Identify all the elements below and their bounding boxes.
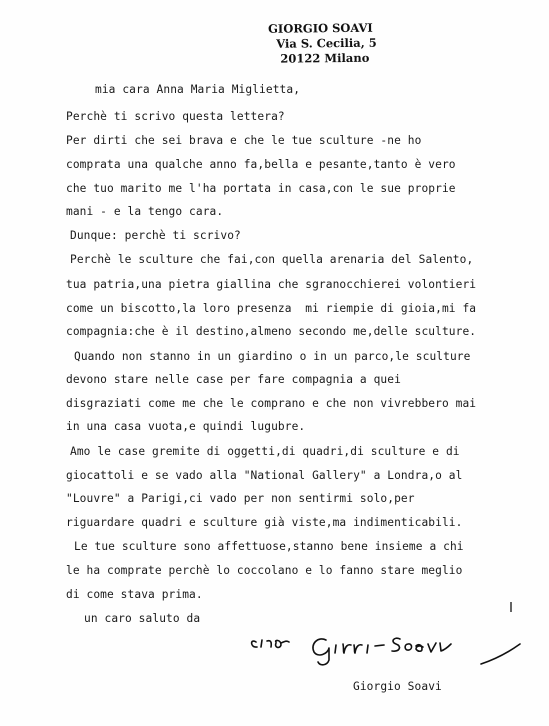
letterhead-name: GIORGIO SOAVI	[267, 20, 373, 36]
letter-line: Amo le case gremite di oggetti,di quadri,di sculture e di	[70, 445, 460, 458]
letter-line: Quando non stanno in un giardino o in un parco,le sculture	[74, 350, 471, 363]
letterhead-city: 20122 Milano	[280, 50, 370, 66]
letter-line: comprata una qualche anno fa,bella e pesante,tanto è vero	[66, 158, 456, 171]
letter-line: giocattoli e se vado alla "National Gallery" a Londra,o al	[66, 469, 463, 482]
letter-line: Perchè le sculture che fai,con quella arenaria del Salento,	[70, 253, 474, 266]
letter-line: di come stava prima.	[66, 588, 203, 601]
letterhead-address: Via S. Cecilia, 5	[276, 35, 377, 51]
signed-name: Giorgio Soavi	[353, 680, 442, 693]
letter-line: riguardare quadri e sculture già viste,ma indimenticabili.	[66, 516, 463, 529]
letter-line: compagnia:che è il destino,almeno secondo me,delle sculture.	[66, 325, 477, 338]
letter-line: disgraziati come me che le comprano e che non vivrebbero mai	[66, 397, 477, 410]
letter-line: le ha comprate perchè lo coccolano e lo fanno stare meglio	[66, 564, 463, 577]
letterhead	[250, 21, 380, 67]
letter-line: devono stare nelle case per fare compagnia a quei	[66, 373, 401, 386]
letter-line: mani - e la tengo cara.	[66, 205, 224, 218]
letter-line: Le tue sculture sono affettuose,stanno bene insieme a chi	[74, 540, 464, 553]
letter-line: in una casa vuota,e quindi lugubre.	[66, 420, 306, 433]
letter-line: "Louvre" a Parigi,ci vado per non sentirmi solo,per	[66, 492, 415, 505]
letter-line: Per dirti che sei brava e che le tue sculture -ne ho	[66, 134, 422, 147]
letter-line: Dunque: perchè ti scrivo?	[70, 229, 241, 242]
handwritten-signature	[248, 616, 528, 670]
pen-mark	[509, 601, 513, 613]
salutation: mia cara Anna Maria Miglietta,	[95, 83, 301, 96]
letter-line: Perchè ti scrivo questa lettera?	[66, 110, 285, 123]
letter-line: tua patria,una pietra giallina che sgranocchierei volontieri	[66, 278, 477, 291]
closing-line: un caro saluto da	[84, 612, 201, 625]
letter-line: che tuo marito me l'ha portata in casa,con le sue proprie	[66, 182, 456, 195]
letter-line: come un biscotto,la loro presenza mi riempie di gioia,mi fa	[66, 302, 477, 315]
